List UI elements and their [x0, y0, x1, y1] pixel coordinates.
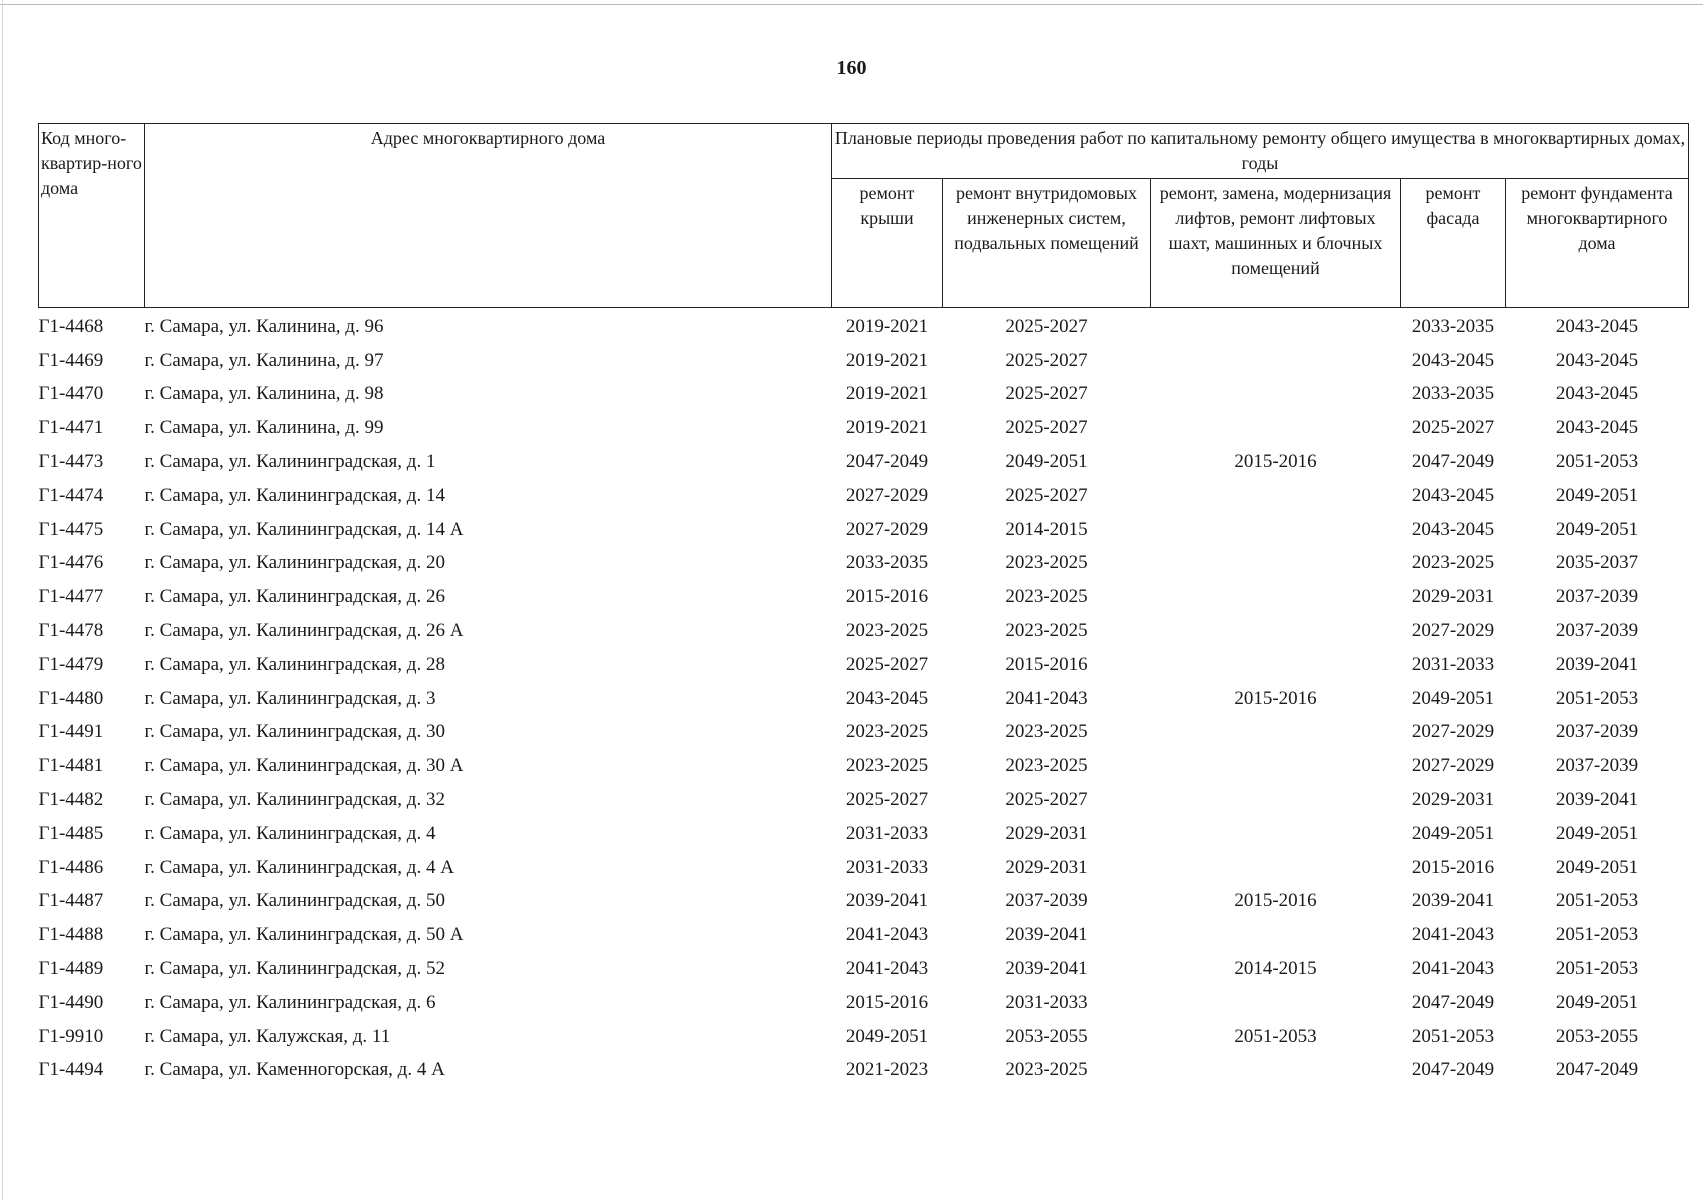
table-row: [39, 513, 1689, 547]
table-row: [39, 716, 1689, 750]
cell-roof-repair: 2043-2045: [845, 687, 929, 709]
cell-facade: 2015-2016: [1411, 856, 1495, 878]
cell-facade: 2033-2035: [1411, 383, 1495, 405]
cell-address: г. Самара, ул. Калининградская, д. 28: [144, 653, 445, 675]
cell-elevators: [1151, 344, 1401, 378]
cell-facade: 2023-2025: [1411, 552, 1495, 574]
cell-elevators: [1151, 783, 1401, 817]
cell-elevators: [1151, 1054, 1401, 1088]
cell-facade: 2041-2043: [1411, 924, 1495, 946]
cell-engineering-systems: 2025-2027: [1005, 349, 1088, 371]
cell-roof-repair: 2027-2029: [845, 484, 929, 506]
cell-foundation: 2049-2051: [1555, 991, 1639, 1013]
scan-edge-line: [0, 4, 1703, 5]
cell-elevators: [1151, 411, 1401, 445]
cell-address: г. Самара, ул. Калининградская, д. 50: [144, 890, 445, 912]
cell-roof-repair: 2023-2025: [845, 620, 929, 642]
cell-elevators: [1151, 817, 1401, 851]
cell-elevators: 2015-2016: [1234, 451, 1317, 473]
cell-foundation: 2049-2051: [1555, 822, 1639, 844]
cell-address: г. Самара, ул. Калининградская, д. 6: [144, 991, 436, 1013]
cell-roof-repair: 2015-2016: [845, 586, 929, 608]
cell-engineering-systems: 2025-2027: [1005, 484, 1088, 506]
cell-facade: 2027-2029: [1411, 721, 1495, 743]
cell-facade: 2051-2053: [1411, 1025, 1495, 1047]
cell-address: г. Самара, ул. Калининградская, д. 14: [144, 484, 445, 506]
cell-roof-repair: 2041-2043: [845, 924, 929, 946]
cell-building-code: Г1-4476: [38, 552, 104, 574]
cell-elevators: [1151, 479, 1401, 513]
cell-facade: 2043-2045: [1411, 484, 1495, 506]
cell-facade: 2041-2043: [1411, 958, 1495, 980]
cell-building-code: Г1-4487: [38, 890, 104, 912]
cell-building-code: Г1-4474: [38, 484, 104, 506]
cell-roof-repair: 2041-2043: [845, 958, 929, 980]
cell-elevators: [1151, 547, 1401, 581]
cell-engineering-systems: 2023-2025: [1005, 586, 1088, 608]
cell-facade: 2039-2041: [1411, 890, 1495, 912]
cell-foundation: 2051-2053: [1555, 958, 1639, 980]
cell-facade: 2047-2049: [1411, 451, 1495, 473]
cell-roof-repair: 2031-2033: [845, 856, 929, 878]
cell-foundation: 2035-2037: [1555, 552, 1639, 574]
cell-roof-repair: 2015-2016: [845, 991, 929, 1013]
cell-address: г. Самара, ул. Калининградская, д. 32: [144, 789, 445, 811]
cell-foundation: 2039-2041: [1555, 789, 1639, 811]
cell-engineering-systems: 2039-2041: [1005, 958, 1088, 980]
cell-address: г. Самара, ул. Калинина, д. 98: [144, 383, 384, 405]
cell-address: г. Самара, ул. Калининградская, д. 1: [144, 451, 436, 473]
cell-foundation: 2049-2051: [1555, 856, 1639, 878]
cell-foundation: 2037-2039: [1555, 620, 1639, 642]
cell-engineering-systems: 2053-2055: [1005, 1025, 1088, 1047]
cell-roof-repair: 2047-2049: [845, 451, 929, 473]
table-row: [39, 885, 1689, 919]
cell-engineering-systems: 2025-2027: [1005, 315, 1088, 337]
cell-elevators: [1151, 580, 1401, 614]
cell-engineering-systems: 2029-2031: [1005, 822, 1088, 844]
header-roof-repair: ремонт крыши: [832, 179, 943, 308]
cell-roof-repair: 2023-2025: [845, 721, 929, 743]
cell-foundation: 2039-2041: [1555, 653, 1639, 675]
cell-address: г. Самара, ул. Калининградская, д. 30: [144, 721, 445, 743]
cell-roof-repair: 2031-2033: [845, 822, 929, 844]
cell-building-code: Г1-9910: [38, 1025, 104, 1047]
table-row: [39, 918, 1689, 952]
cell-building-code: Г1-4489: [38, 958, 104, 980]
cell-address: г. Самара, ул. Каменногорская, д. 4 А: [144, 1059, 445, 1081]
table-row: [39, 1020, 1689, 1054]
cell-facade: 2031-2033: [1411, 653, 1495, 675]
cell-building-code: Г1-4477: [38, 586, 104, 608]
cell-facade: 2043-2045: [1411, 518, 1495, 540]
cell-address: г. Самара, ул. Калининградская, д. 52: [144, 958, 445, 980]
table-row: [39, 817, 1689, 851]
table-row: [39, 648, 1689, 682]
cell-address: г. Самара, ул. Калининградская, д. 26 А: [144, 620, 464, 642]
header-elevators: ремонт, замена, модернизация лифтов, ремонт лифтовых шахт, машинных и блочных помещений: [1151, 179, 1401, 308]
table-row: [39, 479, 1689, 513]
cell-roof-repair: 2027-2029: [845, 518, 929, 540]
cell-engineering-systems: 2037-2039: [1005, 890, 1088, 912]
cell-foundation: 2049-2051: [1555, 484, 1639, 506]
cell-building-code: Г1-4481: [38, 755, 104, 777]
cell-building-code: Г1-4470: [38, 383, 104, 405]
cell-building-code: Г1-4480: [38, 687, 104, 709]
cell-engineering-systems: 2023-2025: [1005, 721, 1088, 743]
cell-facade: 2049-2051: [1411, 822, 1495, 844]
cell-foundation: 2037-2039: [1555, 586, 1639, 608]
cell-foundation: 2043-2045: [1555, 383, 1639, 405]
cell-facade: 2027-2029: [1411, 620, 1495, 642]
header-building-code: Код много-квартир-ного дома: [39, 124, 145, 308]
cell-roof-repair: 2033-2035: [845, 552, 929, 574]
cell-facade: 2033-2035: [1411, 315, 1495, 337]
cell-facade: 2029-2031: [1411, 586, 1495, 608]
cell-address: г. Самара, ул. Калининградская, д. 26: [144, 586, 445, 608]
table-header-row: [39, 124, 1689, 179]
cell-address: г. Самара, ул. Калининградская, д. 3: [144, 687, 436, 709]
cell-address: г. Самара, ул. Калининградская, д. 14 А: [144, 518, 464, 540]
cell-building-code: Г1-4478: [38, 620, 104, 642]
cell-roof-repair: 2019-2021: [845, 417, 929, 439]
table-row: [39, 1054, 1689, 1088]
page-number: 160: [836, 57, 867, 79]
cell-foundation: 2053-2055: [1555, 1025, 1639, 1047]
cell-engineering-systems: 2041-2043: [1005, 687, 1088, 709]
capital-repair-schedule-table: [38, 123, 1689, 1087]
cell-facade: 2029-2031: [1411, 789, 1495, 811]
table-row: [39, 411, 1689, 445]
cell-elevators: [1151, 378, 1401, 412]
cell-building-code: Г1-4482: [38, 789, 104, 811]
table-row: [39, 614, 1689, 648]
cell-foundation: 2043-2045: [1555, 315, 1639, 337]
cell-roof-repair: 2039-2041: [845, 890, 929, 912]
table-row: [39, 952, 1689, 986]
cell-building-code: Г1-4469: [38, 349, 104, 371]
cell-foundation: 2049-2051: [1555, 518, 1639, 540]
table-row: [39, 749, 1689, 783]
cell-elevators: 2051-2053: [1234, 1025, 1317, 1047]
cell-building-code: Г1-4473: [38, 451, 104, 473]
cell-roof-repair: 2021-2023: [845, 1059, 929, 1081]
scan-edge-left: [2, 0, 3, 1200]
cell-engineering-systems: 2023-2025: [1005, 755, 1088, 777]
cell-address: г. Самара, ул. Калужская, д. 11: [144, 1025, 391, 1047]
cell-roof-repair: 2019-2021: [845, 383, 929, 405]
cell-foundation: 2047-2049: [1555, 1059, 1639, 1081]
cell-roof-repair: 2049-2051: [845, 1025, 929, 1047]
cell-address: г. Самара, ул. Калинина, д. 96: [144, 315, 384, 337]
header-foundation: ремонт фундамента многоквартирного дома: [1506, 179, 1689, 308]
cell-building-code: Г1-4479: [38, 653, 104, 675]
cell-facade: 2047-2049: [1411, 1059, 1495, 1081]
cell-address: г. Самара, ул. Калининградская, д. 50 А: [144, 924, 464, 946]
cell-foundation: 2051-2053: [1555, 890, 1639, 912]
cell-building-code: Г1-4494: [38, 1059, 104, 1081]
cell-foundation: 2037-2039: [1555, 755, 1639, 777]
cell-facade: 2025-2027: [1411, 417, 1495, 439]
cell-facade: 2027-2029: [1411, 755, 1495, 777]
cell-facade: 2043-2045: [1411, 349, 1495, 371]
cell-address: г. Самара, ул. Калининградская, д. 20: [144, 552, 445, 574]
cell-elevators: [1151, 749, 1401, 783]
cell-elevators: [1151, 918, 1401, 952]
cell-foundation: 2043-2045: [1555, 417, 1639, 439]
cell-elevators: [1151, 513, 1401, 547]
header-engineering-systems: ремонт внутридомовых инженерных систем, подвальных помещений: [943, 179, 1151, 308]
cell-elevators: [1151, 308, 1401, 344]
table-body: [39, 308, 1689, 1088]
cell-roof-repair: 2023-2025: [845, 755, 929, 777]
cell-address: г. Самара, ул. Калинина, д. 97: [144, 349, 384, 371]
header-planned-periods: Плановые периоды проведения работ по капитальному ремонту общего имущества в многоквартирных домах, годы: [832, 124, 1689, 179]
cell-roof-repair: 2019-2021: [845, 315, 929, 337]
cell-engineering-systems: 2023-2025: [1005, 1059, 1088, 1081]
cell-engineering-systems: 2025-2027: [1005, 383, 1088, 405]
cell-address: г. Самара, ул. Калининградская, д. 30 А: [144, 755, 464, 777]
cell-elevators: 2014-2015: [1234, 958, 1317, 980]
table-row: [39, 308, 1689, 344]
cell-engineering-systems: 2023-2025: [1005, 552, 1088, 574]
cell-engineering-systems: 2015-2016: [1005, 653, 1088, 675]
cell-elevators: [1151, 716, 1401, 750]
cell-facade: 2049-2051: [1411, 687, 1495, 709]
cell-building-code: Г1-4490: [38, 991, 104, 1013]
cell-foundation: 2043-2045: [1555, 349, 1639, 371]
table-row: [39, 986, 1689, 1020]
cell-engineering-systems: 2049-2051: [1005, 451, 1088, 473]
cell-facade: 2047-2049: [1411, 991, 1495, 1013]
cell-building-code: Г1-4488: [38, 924, 104, 946]
cell-engineering-systems: 2025-2027: [1005, 417, 1088, 439]
cell-building-code: Г1-4486: [38, 856, 104, 878]
cell-elevators: [1151, 851, 1401, 885]
cell-elevators: [1151, 986, 1401, 1020]
cell-address: г. Самара, ул. Калининградская, д. 4: [144, 822, 436, 844]
table-row: [39, 851, 1689, 885]
cell-roof-repair: 2025-2027: [845, 653, 929, 675]
cell-building-code: Г1-4485: [38, 822, 104, 844]
cell-building-code: Г1-4468: [38, 315, 104, 337]
cell-engineering-systems: 2014-2015: [1005, 518, 1088, 540]
cell-foundation: 2051-2053: [1555, 451, 1639, 473]
cell-roof-repair: 2025-2027: [845, 789, 929, 811]
cell-building-code: Г1-4475: [38, 518, 104, 540]
cell-elevators: 2015-2016: [1234, 687, 1317, 709]
table-row: [39, 378, 1689, 412]
header-address: Адрес многоквартирного дома: [145, 124, 832, 308]
cell-address: г. Самара, ул. Калининградская, д. 4 А: [144, 856, 454, 878]
table-row: [39, 682, 1689, 716]
cell-elevators: [1151, 614, 1401, 648]
cell-building-code: Г1-4491: [38, 721, 104, 743]
table-row: [39, 547, 1689, 581]
cell-address: г. Самара, ул. Калинина, д. 99: [144, 417, 384, 439]
table-row: [39, 344, 1689, 378]
cell-elevators: 2015-2016: [1234, 890, 1317, 912]
cell-elevators: [1151, 648, 1401, 682]
cell-foundation: 2051-2053: [1555, 924, 1639, 946]
table-row: [39, 580, 1689, 614]
cell-foundation: 2037-2039: [1555, 721, 1639, 743]
cell-roof-repair: 2019-2021: [845, 349, 929, 371]
header-facade: ремонт фасада: [1401, 179, 1506, 308]
cell-engineering-systems: 2023-2025: [1005, 620, 1088, 642]
cell-engineering-systems: 2025-2027: [1005, 789, 1088, 811]
cell-engineering-systems: 2031-2033: [1005, 991, 1088, 1013]
table-row: [39, 783, 1689, 817]
cell-engineering-systems: 2029-2031: [1005, 856, 1088, 878]
cell-building-code: Г1-4471: [38, 417, 104, 439]
cell-engineering-systems: 2039-2041: [1005, 924, 1088, 946]
table-row: [39, 445, 1689, 479]
cell-foundation: 2051-2053: [1555, 687, 1639, 709]
